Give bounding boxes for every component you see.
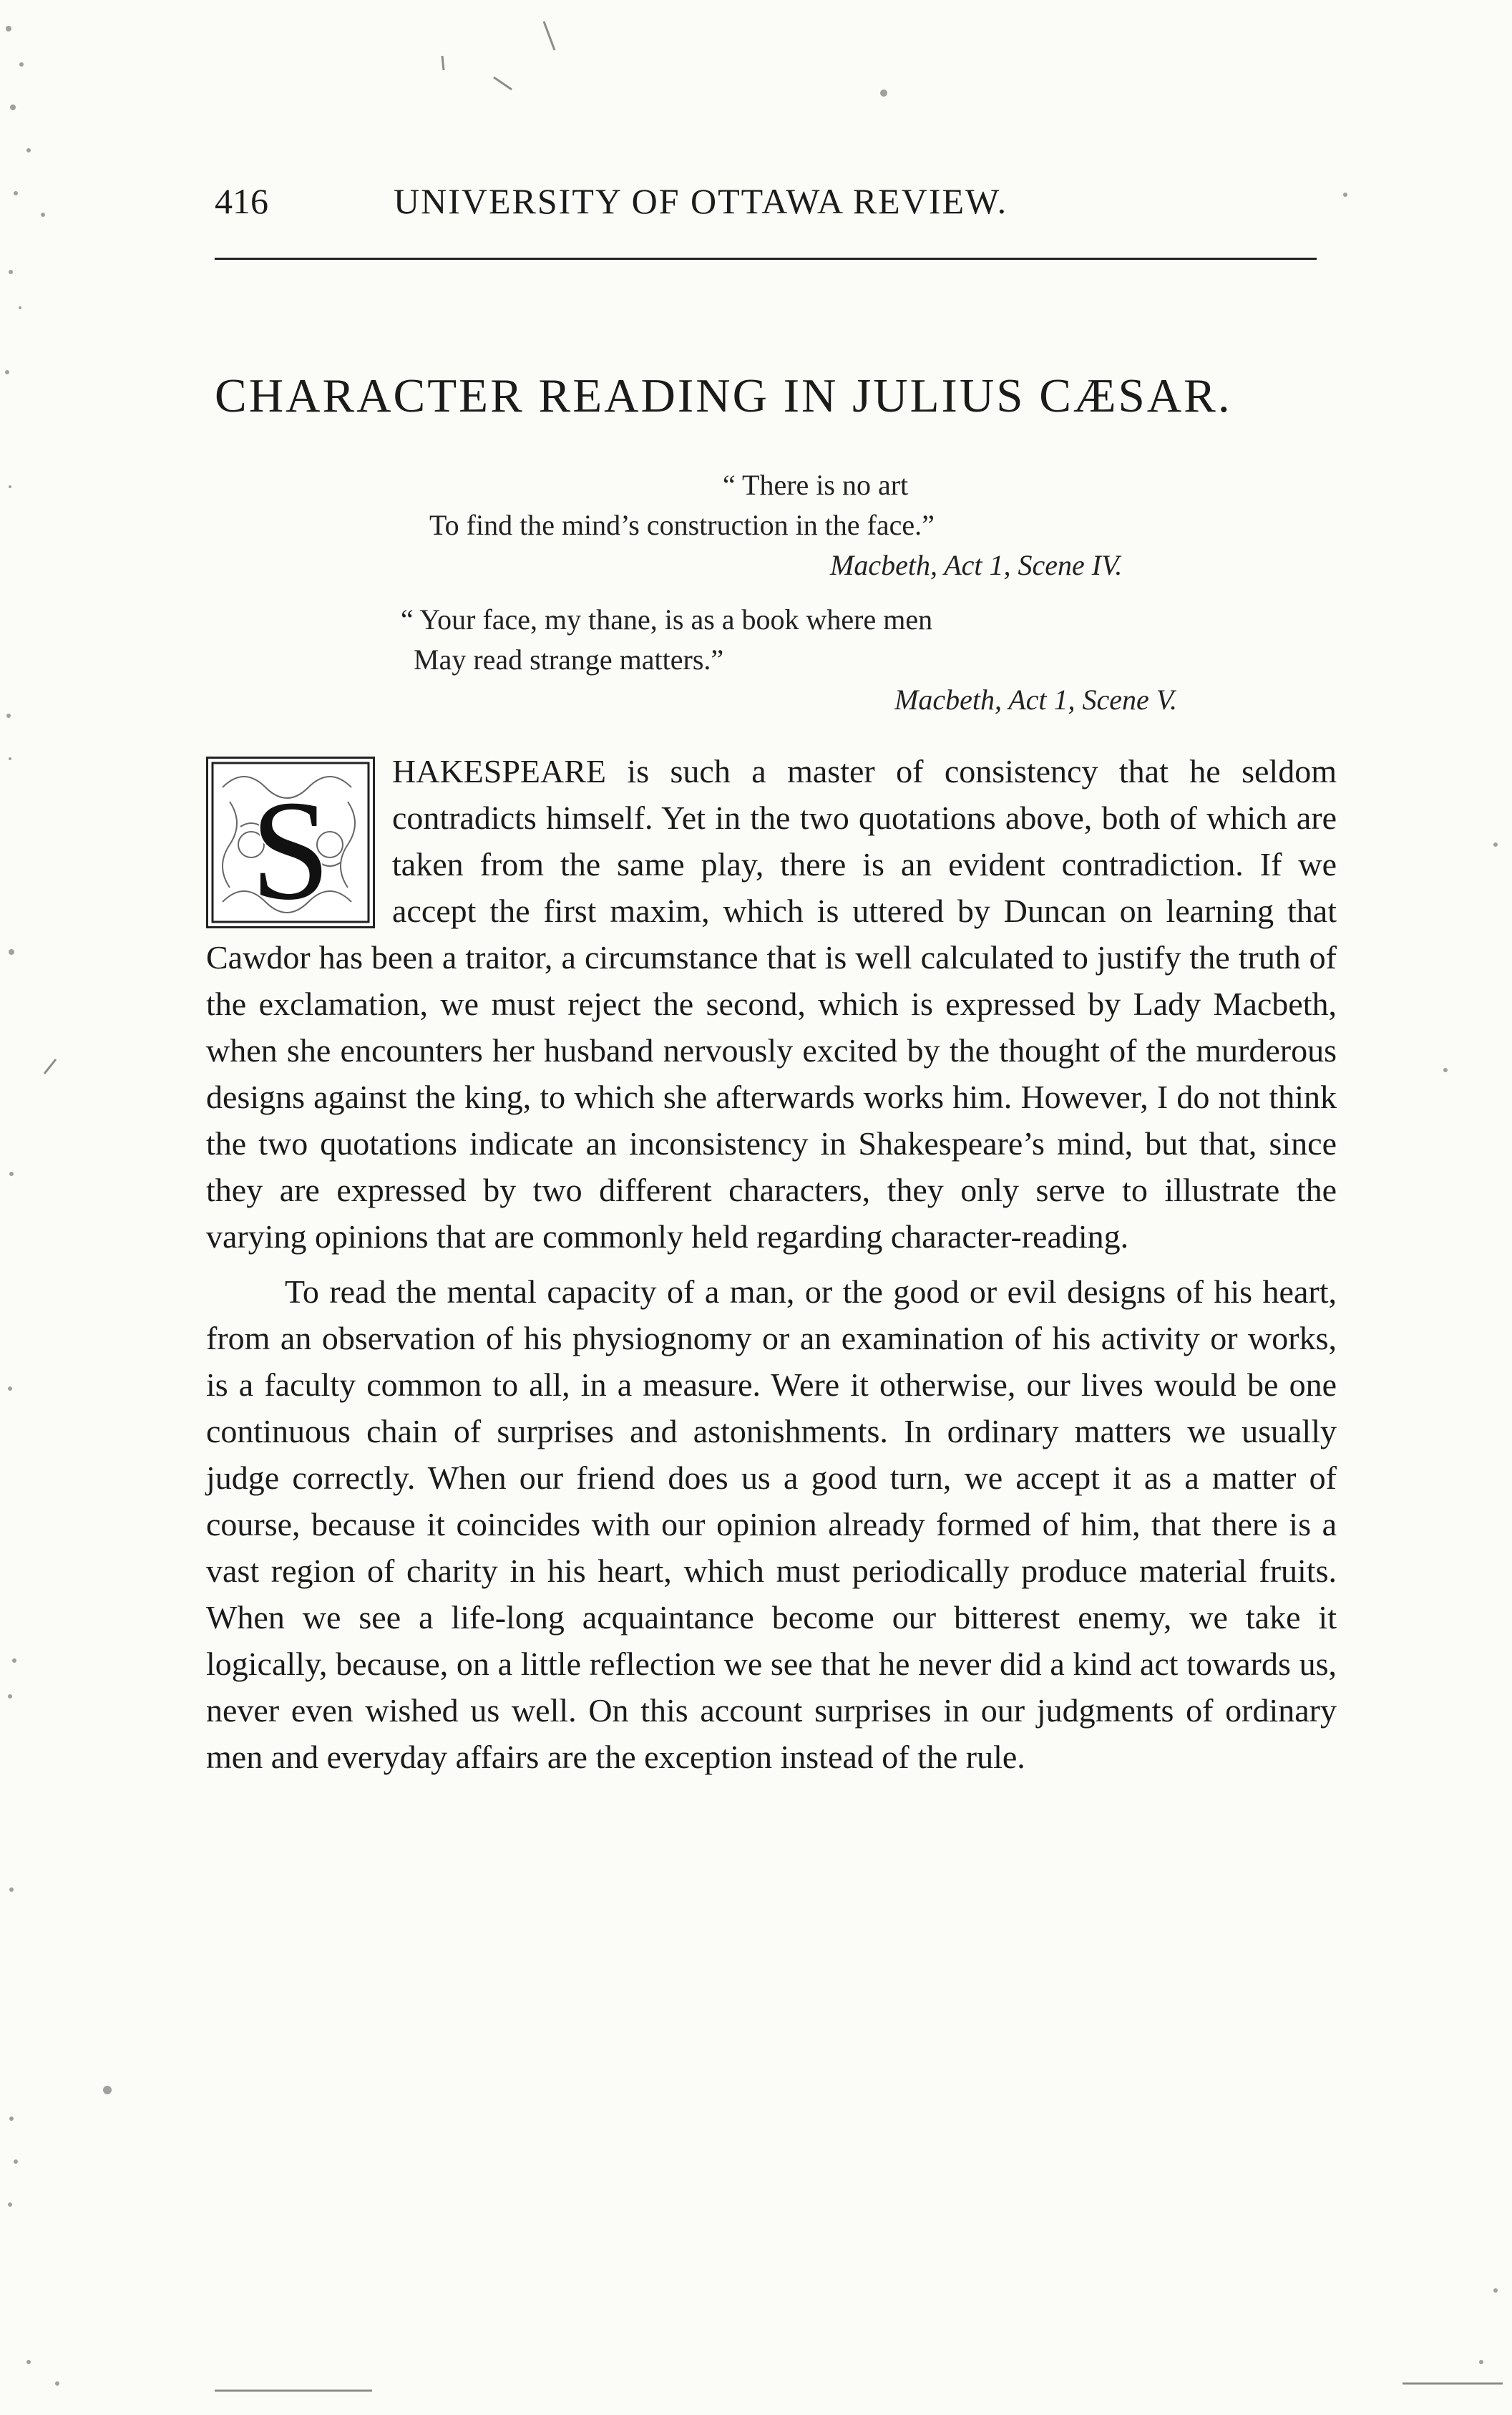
drop-cap-ornament (206, 757, 375, 928)
article-body (206, 748, 1337, 1780)
paragraph-2: To read the mental capacity of a man, or the good or evil designs of his heart, from an observation of his physiognomy or an examination of his activity or works, is a faculty common to all, in a measure. Were it otherwise, our lives would be one continuous chain of surprises and astonishments. In ordinary matters we usually judge correctly. When our friend does us a good turn, we accept it as a matter of course, because it coincides with our opinion already formed of him, that there is a vast region of charity in his heart, which must periodically produce material fruits. When we see a life-long acquaintance become our bitterest enemy, we take it logically, because, on a little reflection we see that he never did a kind act towards us, never even wished us well. On this account surprises in our judgments of ordinary men and everyday affairs are the exception instead of the rule. (206, 1273, 1337, 1775)
epigraph-line: To find the mind’s construction in the face.” (429, 509, 935, 541)
ornament-drop-cap-image (208, 759, 373, 926)
journal-title: UNIVERSITY OF OTTAWA REVIEW. (394, 181, 1008, 221)
epigraph-macbeth-scene-v (401, 600, 1295, 720)
drop-cap-letter: S (250, 772, 331, 926)
page-number: 416 (215, 181, 268, 221)
epigraph-macbeth-scene-iv (429, 465, 1288, 585)
header-rule (215, 258, 1317, 260)
epigraph-line: “ Your face, my thane, is as a book where men (401, 603, 933, 636)
epigraph-line: May read strange matters.” (414, 643, 724, 676)
page-header (215, 180, 1317, 238)
epigraph-line: “ There is no art (723, 469, 909, 501)
epigraph-citation: Macbeth, Act 1, Scene V. (894, 684, 1178, 716)
epigraph-citation: Macbeth, Act 1, Scene IV. (830, 549, 1123, 581)
article-title: CHARACTER READING IN JULIUS CÆSAR. (215, 369, 1232, 422)
paragraph-1 (206, 748, 1337, 1260)
paragraph-1-text: HAKESPEARE is such a master of consistency that he seldom contradicts himself. Yet in the two quotations above, both of which are taken from the same play, there is an evident contradiction. If we accept the first maxim, which is uttered by Duncan on learning that Cawdor has been a traitor, a circumstance that is well calculated to justify the truth of the exclamation, we must reject the second, which is expressed by Lady Macbeth, when she encounters her husband nervously excited by the thought of the murderous designs against the king, to which she afterwards works him. However, I do not think the two quotations indicate an inconsistency in Shakespeare’s mind, but that, since they are expressed by two different characters, they only serve to illustrate the varying opinions that are commonly held regarding character-reading. (206, 753, 1337, 1255)
